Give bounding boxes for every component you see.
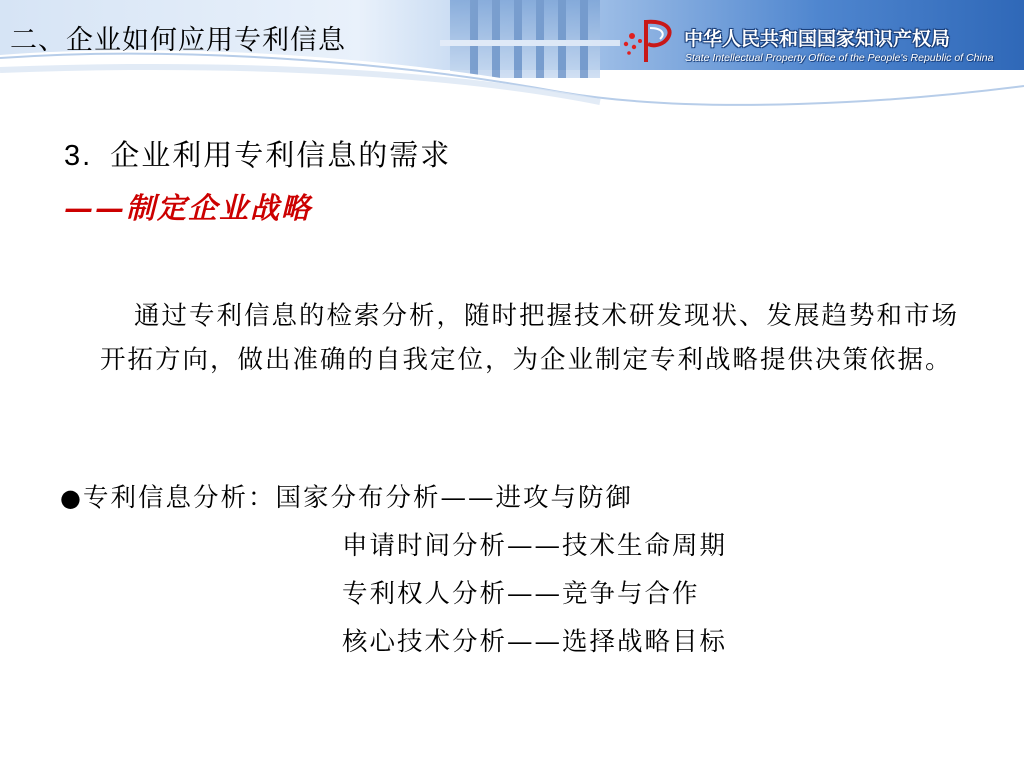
analysis-row xyxy=(60,618,727,666)
paragraph-text: 通过专利信息的检索分析，随时把握技术研发现状、发展趋势和市场开拓方向，做出准确的自我定位，为企业制定专利战略提供决策依据。 xyxy=(100,301,960,375)
analysis-list xyxy=(60,474,727,666)
analysis-row xyxy=(60,474,727,522)
logo-english-name: State Intellectual Property Office of the People's Republic of China xyxy=(685,52,994,64)
analysis-item: 国家分布分析——进攻与防御 xyxy=(275,483,633,513)
sipo-logo xyxy=(620,14,1020,66)
content-subheading: ——制定企业战略 xyxy=(64,191,313,225)
analysis-item: 专利权人分析——竞争与合作 xyxy=(342,579,700,609)
bullet-icon: ● xyxy=(60,484,83,512)
content-heading xyxy=(64,133,451,174)
section-title: 二、企业如何应用专利信息 xyxy=(10,25,346,56)
logo-chinese-name: 中华人民共和国国家知识产权局 xyxy=(684,28,951,50)
analysis-row xyxy=(60,570,727,618)
sipo-emblem-icon xyxy=(620,14,682,66)
heading-text: 企业利用专利信息的需求 xyxy=(110,138,452,172)
analysis-row xyxy=(60,522,727,570)
analysis-label: 专利信息分析： xyxy=(82,483,276,513)
heading-number: 3. xyxy=(64,140,93,172)
body-paragraph xyxy=(100,294,970,382)
analysis-item: 核心技术分析——选择战略目标 xyxy=(342,627,728,657)
analysis-item: 申请时间分析——技术生命周期 xyxy=(342,531,728,561)
